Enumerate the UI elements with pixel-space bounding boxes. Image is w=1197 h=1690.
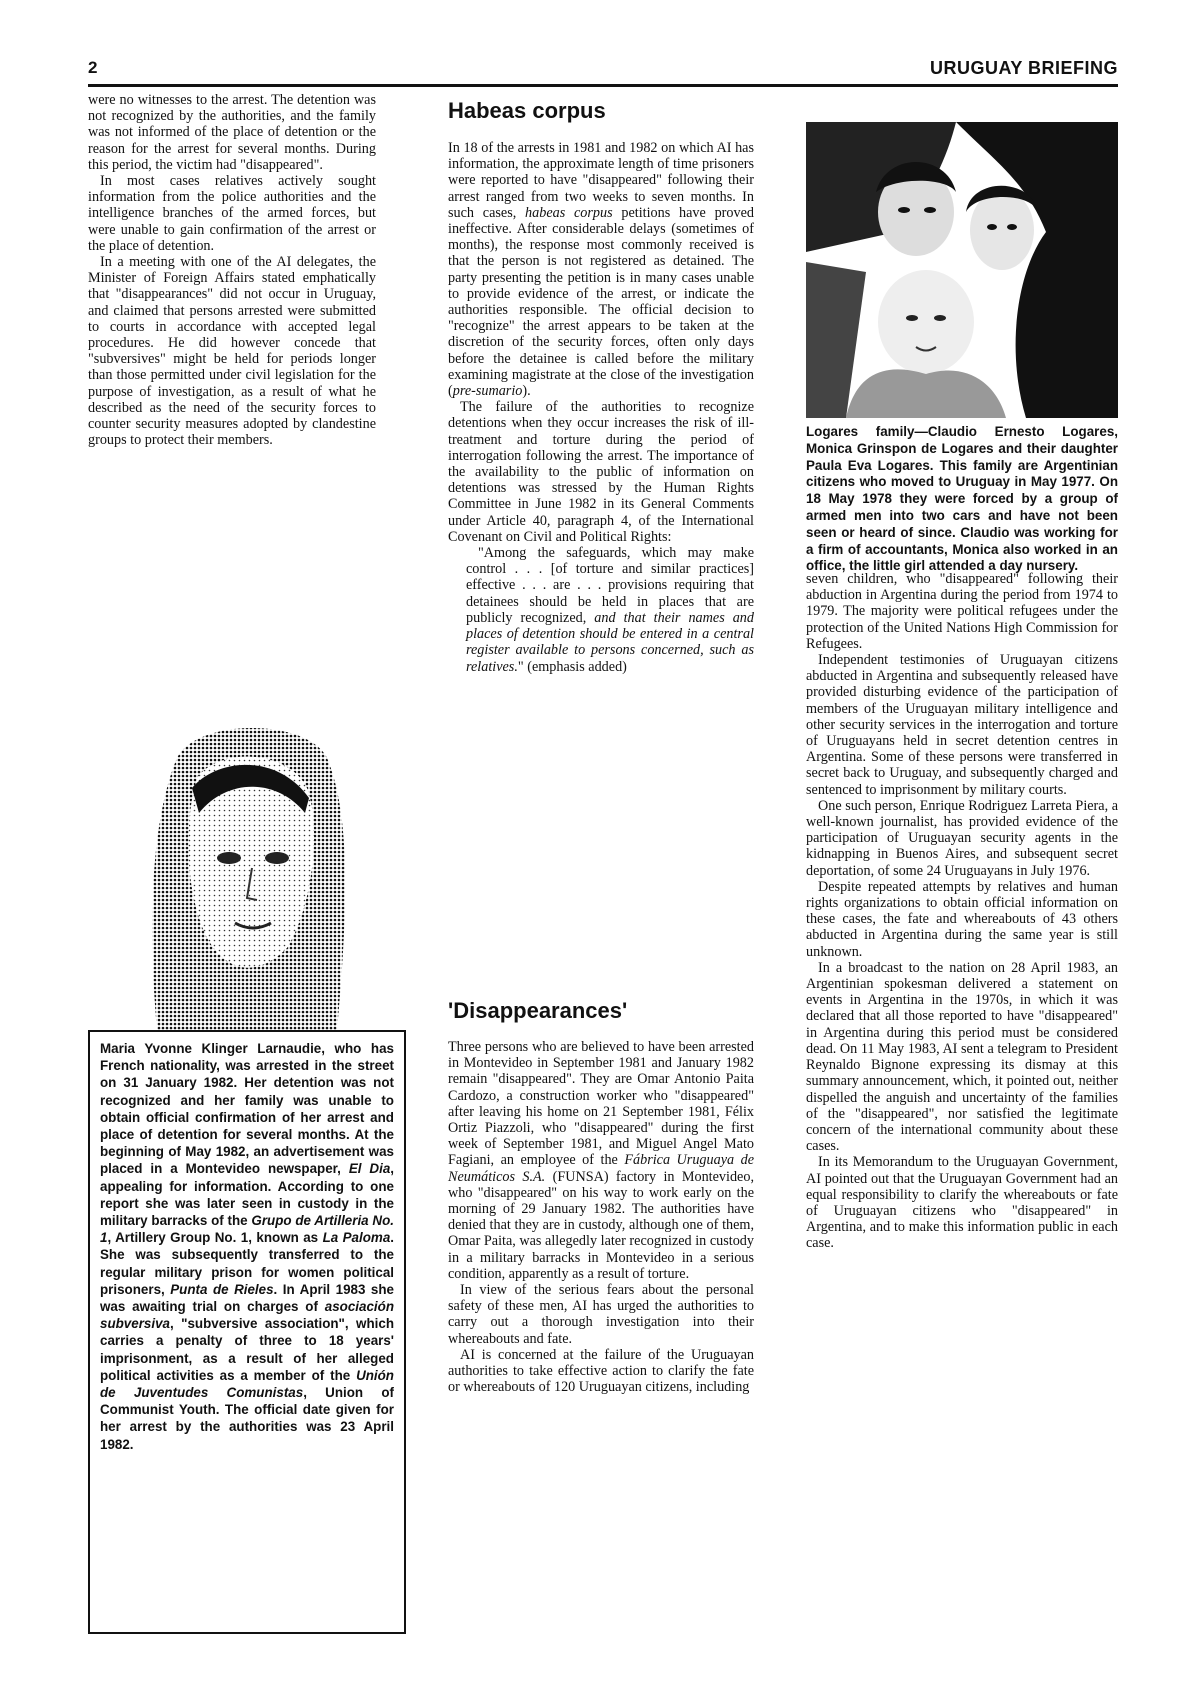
paragraph: In most cases relatives actively sought information from the police authorities and the intelligence branches of the armed forces, but were unable to gain confirmation of the arrest or the place of detention. xyxy=(88,173,376,254)
heading-habeas-corpus: Habeas corpus xyxy=(448,98,606,123)
header-rule xyxy=(88,84,1118,87)
paragraph: The failure of the authorities to recognize detentions when they occur increases the risk of ill-treatment and torture during the period of interrogation following the arrest. The importance of the availability to the public of information on detentions was stressed by the Human Rights Committee in June 1982 in its General Comments under Article 40, paragraph 4, of the International Covenant on Civil and Political Rights: xyxy=(448,399,754,545)
heading-disappearances: 'Disappearances' xyxy=(448,998,628,1023)
paragraph: seven children, who "disappeared" following their abduction in Argentina during the period from 1974 to 1979. The majority were political refugees under the protection of the United Nations High Commission for Refugees. xyxy=(806,571,1118,652)
paragraph: AI is concerned at the failure of the Uruguayan authorities to take effective action to clarify the fate or whereabouts of 120 Uruguayan citizens, including xyxy=(448,1346,754,1396)
paragraph: Independent testimonies of Uruguayan citizens abducted in Argentina and subsequently released have provided disturbing evidence of the participation of members of the Uruguayan military intelligence and other security services in the interrogation and torture of Uruguayans held in secret detention centres in Argentina. Some of these persons were transferred in secret back to Uruguay, and subsequently charged and sentenced to imprisonment by military courts. xyxy=(806,652,1118,798)
paragraph: One such person, Enrique Rodriguez Larreta Piera, a well-known journalist, has provided evidence of the participation of Uruguayan security agents in the kidnapping in Buenos Aires, and subsequent secret deportation, of some 24 Uruguayans in July 1976. xyxy=(806,797,1118,879)
family-photo-logares xyxy=(806,122,1118,418)
paragraph: Three persons who are believed to have been arrested in Montevideo in September 1981 and January 1982 remain "disappeared". They are Omar Antonio Paita Cardozo, a construction worker who "disappeared" after leaving his home on 21 September 1981, Félix Ortiz Piazzoli, who "disappeared" during the first week of September 1981, and Miguel Angel Mato Fagiani, an employee of the Fábrica Uruguaya de Neumáticos S.A. (FUNSA) factory in Montevideo, who "disappeared" on his way to work early on the morning of 29 January 1982. The authorities have denied that they are in custody, although one of them, Omar Paita, was allegedly later recognized in custody in a military barracks in Montevideo in a serious condition, apparently as a result of torture. xyxy=(448,1039,754,1282)
paragraph: In its Memorandum to the Uruguayan Government, AI pointed out that the Uruguayan Government had an equal responsibility to clarify the whereabouts or fate of Uruguayan citizens who "disappeared" in Argentina, and to make this information public in each case. xyxy=(806,1154,1118,1252)
page-header xyxy=(88,56,1118,84)
paragraph: were no witnesses to the arrest. The detention was not recognized by the authorities, and the family was not informed of the place of detention or the reason for the arrest for several months. During this period, the victim had "disappeared". xyxy=(88,92,376,173)
publication-title: URUGUAY BRIEFING xyxy=(929,58,1118,78)
paragraph: Despite repeated attempts by relatives and human rights organizations to obtain official information on these cases, the fate and whereabouts of 43 others abducted in Argentina during the same year is still unknown. xyxy=(806,878,1118,960)
paragraph: In a meeting with one of the AI delegates, the Minister of Foreign Affairs stated emphatically that "disappearances" did not occur in Uruguay, and claimed that persons arrested were submitted to courts in accordance with accepted legal procedures. He did however concede that "subversives" might be held for periods longer than those permitted under civil legislation for the purpose of investigation, as a result of what he described as the need of the security forces to counter security measures adopted by clandestine groups to protect their members. xyxy=(88,254,376,449)
paragraph: In 18 of the arrests in 1981 and 1982 on which AI has information, the approximate length of time prisoners were reported to have "disappeared" following their arrest ranged from two weeks to seven months. In such cases, habeas corpus petitions have proved ineffective. After considerable delays (sometimes of months), the response most commonly received is that the person is not registered as detained. The party presenting the petition is in many cases unable to provide evidence of the arrest, or indicate the authorities responsible. The official decision to "recognize" the arrest appears to be taken at the discretion of the security forces, often only days before the detainee is called before the military examining magistrate at the close of the investigation (pre-sumario). xyxy=(448,140,754,400)
column-2-text xyxy=(448,140,754,675)
portrait-photo-klinger xyxy=(137,718,355,1030)
quotation: "Among the safeguards, which may make control . . . [of torture and similar practices] effective . . . are . . . provisions requiring that detainees should be held in places that are publicly recognized, and that their names and places of detention should be entered in a central register available to persons concerned, such as relatives." (emphasis added) xyxy=(466,545,754,675)
page-number: 2 xyxy=(88,58,98,77)
caption-box-klinger xyxy=(88,1030,406,1634)
paragraph: In a broadcast to the nation on 28 April 1983, an Argentinian spokesman delivered a statement on events in Argentina in the 1970s, in which it was declared that all those reported to have "disappeared" in Argentina during this period must be considered dead. On 11 May 1983, AI sent a telegram to President Reynaldo Bignone expressing its dismay at this summary announcement, which, it pointed out, neither dispelled the anguish and uncertainty of the families of the "disappeared", nor satisfied the legitimate concern of the international community about these cases. xyxy=(806,959,1118,1155)
paragraph: In view of the serious fears about the personal safety of these men, AI has urged the authorities to carry out a thorough investigation into their whereabouts and fate. xyxy=(448,1282,754,1347)
column-2b-text xyxy=(448,1039,754,1395)
caption-text: Maria Yvonne Klinger Larnaudie, who has French nationality, was arrested in the street on 31 January 1982. Her detention was not recognized and her family was unable to obtain official confirmation of her arrest and place of detention for several months. At the beginning of May 1982, an advertisement was placed in a Montevideo newspaper, El Dia, appealing for information. According to one report she was later seen in custody in the military barracks of the Grupo de Artilleria No. 1, Artillery Group No. 1, known as La Paloma. She was subsequently transferred to the regular military prison for women political prisoners, Punta de Rieles. In April 1983 she was awaiting trial on charges of asociación subversiva, "subversive association", which carries a penalty of three to 18 years' imprisonment, as a result of her alleged political activities as a member of the Unión de Juventudes Comunistas, Union of Communist Youth. The official date given for her arrest by the authorities was 23 April 1982. xyxy=(100,1041,395,1452)
column-1-text xyxy=(88,92,376,448)
column-3-text xyxy=(806,571,1118,1252)
caption-logares: Logares family—Claudio Ernesto Logares, Monica Grinspon de Logares and their daughter Paula Eva Logares. This family are Argentinian citizens who moved to Uruguay in May 1977. On 18 May 1978 they were forced by a group of armed men into two cars and have not been seen or heard of since. Claudio was working for a firm of accountants, Monica also worked in an office, the little girl attended a day nursery. xyxy=(806,424,1118,574)
